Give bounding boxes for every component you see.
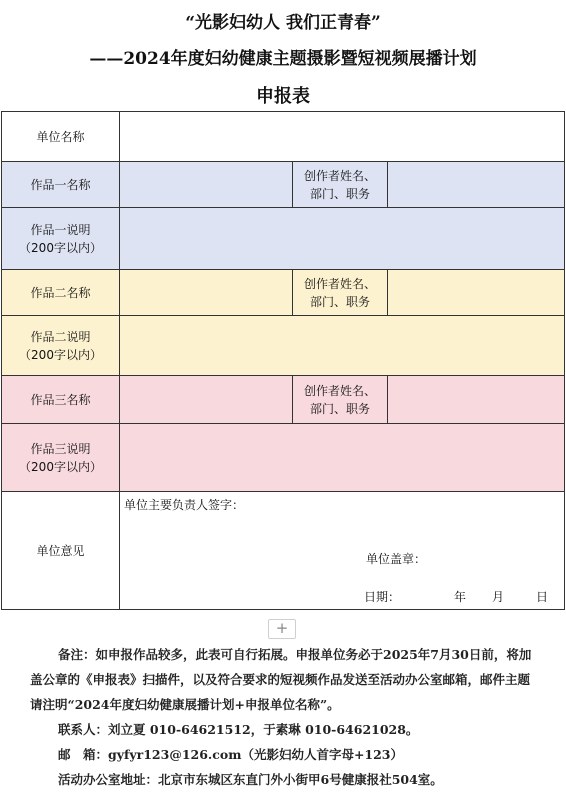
opinion-row xyxy=(2,492,565,610)
work1-desc-row xyxy=(2,208,565,270)
work1-creator-field[interactable] xyxy=(388,162,565,208)
email-text: 邮 箱：gyfyr123@126.com（光影妇幼人首字母+123） xyxy=(58,747,404,762)
title-line-2: ——2024年度妇幼健康主题摄影暨短视频展播计划 xyxy=(89,49,477,69)
form-title: 申报表 xyxy=(256,86,310,107)
unit-name-label: 单位名称 xyxy=(2,112,120,162)
address-text: 活动办公室地址：北京市东城区东直门外小街甲6号健康报社504室。 xyxy=(58,772,443,787)
work2-desc-label: 作品二说明 （200字以内） xyxy=(2,316,120,376)
work2-name-field[interactable] xyxy=(120,270,293,316)
signature-label: 单位主要负责人签字： xyxy=(124,498,245,512)
title-line-1: “光影妇幼人 我们正青春” xyxy=(185,13,381,33)
add-row-button[interactable]: + xyxy=(268,619,296,639)
date-year-label: 年 xyxy=(454,590,467,604)
work2-name-label: 作品二名称 xyxy=(2,270,120,316)
date-month-label: 月 xyxy=(492,590,505,604)
opinion-field[interactable] xyxy=(120,492,565,610)
work1-desc-label: 作品一说明 （200字以内） xyxy=(2,208,120,270)
work1-name-row xyxy=(2,162,565,208)
work3-desc-label: 作品三说明 （200字以内） xyxy=(2,424,120,492)
remark-text: 备注：如申报作品较多，此表可自行拓展。申报单位务必于2025年7月30日前，将加盖公章的《申报表》扫描件，以及符合要求的短视频作品发送至活动办公室邮箱，邮件主题请注明“2024年度妇幼健康展播计划+申报单位名称”。 xyxy=(30,647,532,712)
work3-creator-label: 创作者姓名、 部门、职务 xyxy=(293,376,388,424)
work1-name-label: 作品一名称 xyxy=(2,162,120,208)
notes-section xyxy=(30,642,540,792)
work3-creator-field[interactable] xyxy=(388,376,565,424)
contacts-text: 联系人：刘立夏 010-64621512，于素琳 010-64621028。 xyxy=(58,722,419,737)
work2-desc-row xyxy=(2,316,565,376)
work1-desc-field[interactable] xyxy=(120,208,565,270)
work1-creator-label: 创作者姓名、 部门、职务 xyxy=(293,162,388,208)
work3-desc-field[interactable] xyxy=(120,424,565,492)
work2-desc-field[interactable] xyxy=(120,316,565,376)
work3-name-label: 作品三名称 xyxy=(2,376,120,424)
unit-name-row xyxy=(2,112,565,162)
work3-name-row xyxy=(2,376,565,424)
work2-name-row xyxy=(2,270,565,316)
work1-name-field[interactable] xyxy=(120,162,293,208)
date-label: 日期： xyxy=(364,590,401,604)
application-form-table xyxy=(1,111,565,610)
work2-creator-label: 创作者姓名、 部门、职务 xyxy=(293,270,388,316)
date-day-label: 日 xyxy=(536,590,549,604)
work3-desc-row xyxy=(2,424,565,492)
opinion-label: 单位意见 xyxy=(2,492,120,610)
work3-name-field[interactable] xyxy=(120,376,293,424)
work2-creator-field[interactable] xyxy=(388,270,565,316)
seal-label: 单位盖章： xyxy=(366,552,427,566)
unit-name-field[interactable] xyxy=(120,112,565,162)
